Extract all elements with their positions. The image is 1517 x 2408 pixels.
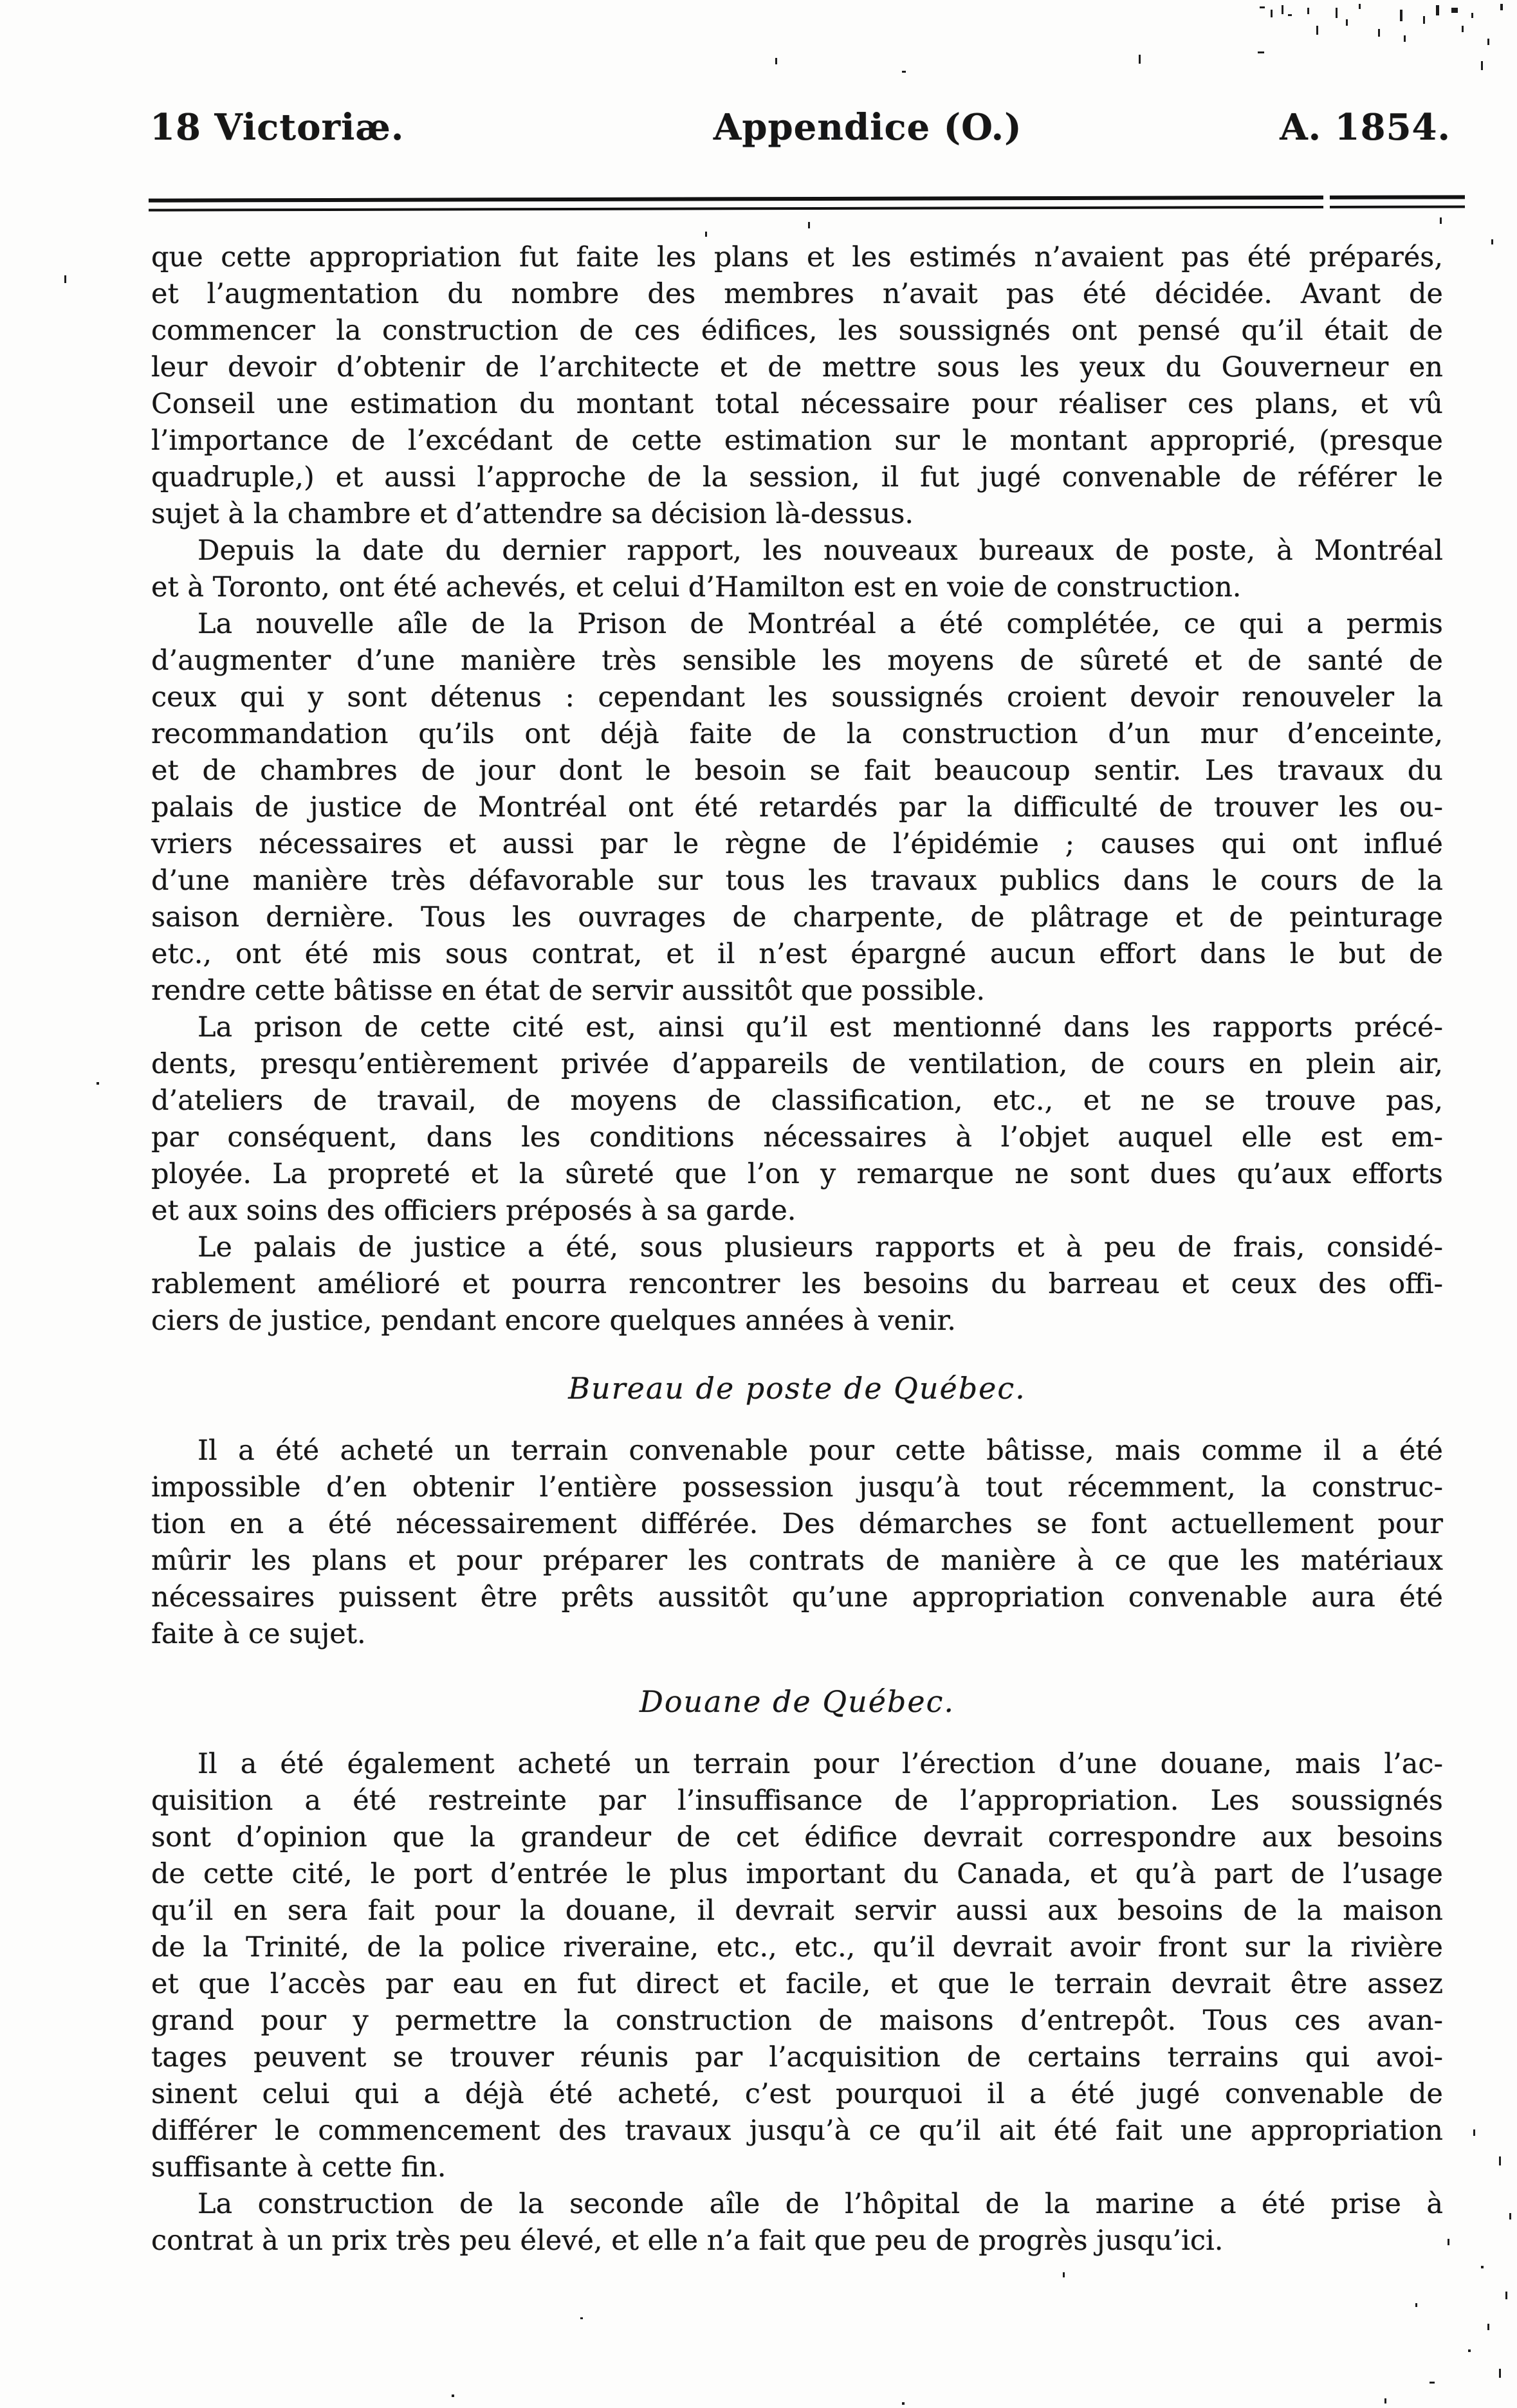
text-line: contrat à un prix très peu élevé, et elle n’a fait que peu de progrès jusqu’ici. — [151, 2225, 1224, 2257]
text-line: commencer la construction de ces édifices, les soussignés ont pensé qu’il était de — [151, 315, 1443, 347]
scan-speck — [1473, 2129, 1475, 2136]
scan-speck — [452, 2394, 454, 2397]
text-line: palais de justice de Montréal ont été retardés par la difficulté de trouver les ou- — [151, 791, 1443, 823]
scan-speck — [1481, 61, 1483, 70]
text-line: quisition a été restreinte par l’insuffisance de l’appropriation. Les soussignés — [151, 1785, 1443, 1817]
scan-speck — [1436, 5, 1439, 15]
scan-speck — [1448, 2239, 1449, 2245]
paragraph — [151, 1229, 1443, 1339]
text-line: etc., ont été mis sous contrat, et il n’est épargné aucun effort dans le but de — [151, 938, 1443, 970]
text-line: et de chambres de jour dont le besoin se fait beaucoup sentir. Les travaux du — [151, 755, 1443, 787]
text-line: Le palais de justice a été, sous plusieurs rapports et à peu de frais, considé- — [198, 1231, 1443, 1264]
section-heading: Bureau de poste de Québec. — [568, 1371, 1026, 1406]
scan-speck — [1500, 4, 1503, 10]
scan-speck — [1423, 16, 1425, 24]
text-line: sont d’opinion que la grandeur de cet édifice devrait correspondre aux besoins — [151, 1821, 1443, 1853]
scan-speck — [64, 275, 66, 283]
scan-speck — [1359, 4, 1361, 9]
header-year: A. 1854. — [1280, 106, 1451, 149]
text-line: ceux qui y sont détenus : cependant les soussignés croient devoir renouveler la — [151, 681, 1443, 713]
scan-speck — [775, 58, 777, 64]
scan-speck — [1505, 2292, 1507, 2299]
text-line: mûrir les plans et pour préparer les contrats de manière à ce que les matériaux — [151, 1545, 1443, 1577]
scan-speck — [1282, 5, 1283, 14]
text-line: tion en a été nécessairement différée. Des démarches se font actuellement pour — [151, 1508, 1443, 1540]
paragraph — [151, 606, 1443, 1009]
scan-speck — [1378, 29, 1380, 37]
text-line: et que l’accès par eau en fut direct et facile, et que le terrain devrait être assez — [151, 1968, 1443, 2000]
text-line: que cette appropriation fut faite les plans et les estimés n’avaient pas été préparés, — [151, 241, 1443, 273]
text-line: saison dernière. Tous les ouvrages de charpente, de plâtrage et de peinturage — [151, 901, 1443, 933]
scan-speck — [1499, 2369, 1501, 2378]
text-line: sujet à la chambre et d’attendre sa décision là-dessus. — [151, 498, 914, 530]
scan-speck — [1462, 26, 1464, 32]
paragraph — [151, 1009, 1443, 1229]
scan-speck — [1487, 2324, 1489, 2330]
header-divider-rule — [149, 195, 1465, 211]
scan-speck — [902, 71, 906, 73]
scan-speck — [1346, 19, 1348, 26]
text-line: recommandation qu’ils ont déjà faite de la construction d’un mur d’enceinte, — [151, 718, 1443, 750]
scan-speck — [1258, 51, 1264, 53]
scan-speck — [1491, 239, 1493, 244]
paragraph — [151, 2186, 1443, 2259]
text-line: La nouvelle aîle de la Prison de Montréal a été complétée, ce qui a permis — [198, 608, 1443, 640]
paragraph — [151, 533, 1443, 606]
paragraph — [151, 1746, 1443, 2186]
page-header — [150, 106, 1451, 149]
text-line: La prison de cette cité est, ainsi qu’il est mentionné dans les rapports précé- — [198, 1011, 1443, 1043]
paragraph — [151, 239, 1443, 533]
text-line: grand pour y permettre la construction de maisons d’entrepôt. Tous ces avan- — [151, 2005, 1443, 2037]
text-line: l’importance de l’excédant de cette estimation sur le montant approprié, (presque — [151, 425, 1443, 457]
scan-speck — [1260, 6, 1265, 8]
text-line: et l’augmentation du nombre des membres n’avait pas été décidée. Avant de — [151, 278, 1443, 310]
section-heading: Douane de Québec. — [639, 1684, 955, 1719]
scan-speck — [1336, 8, 1338, 18]
text-line: nécessaires puissent être prêts aussitôt qu’une appropriation convenable aura été — [151, 1581, 1443, 1613]
scan-speck — [97, 1082, 99, 1085]
scan-speck — [580, 2317, 583, 2319]
text-line: et aux soins des officiers préposés à sa garde. — [151, 1195, 796, 1227]
text-line: suffisante à cette fin. — [151, 2151, 446, 2183]
scan-speck — [1509, 2213, 1511, 2220]
header-regnal-year: 18 Victoriæ. — [150, 106, 405, 149]
scan-speck — [1499, 2156, 1501, 2165]
text-line: Depuis la date du dernier rapport, les nouveaux bureaux de poste, à Montréal — [198, 535, 1443, 567]
text-line: La construction de la seconde aîle de l’hôpital de la marine a été prise à — [198, 2188, 1443, 2220]
scan-speck — [1063, 2272, 1065, 2277]
text-line: qu’il en sera fait pour la douane, il devrait servir aussi aux besoins de la maison — [151, 1895, 1443, 1927]
scan-speck — [1139, 55, 1141, 64]
scan-speck — [902, 2402, 905, 2405]
scan-speck — [1400, 10, 1402, 21]
text-line: d’augmenter d’une manière très sensible les moyens de sûreté et de santé de — [151, 645, 1443, 677]
scan-speck — [1307, 8, 1309, 14]
text-line: d’ateliers de travail, de moyens de classification, etc., et ne se trouve pas, — [151, 1085, 1443, 1117]
text-line: leur devoir d’obtenir de l’architecte et de mettre sous les yeux du Gouverneur en — [151, 351, 1443, 383]
text-line: et à Toronto, ont été achevés, et celui d’Hamilton est en voie de construction. — [151, 571, 1242, 603]
text-line: d’une manière très défavorable sur tous les travaux publics dans le cours de la — [151, 865, 1443, 897]
scan-speck — [1404, 35, 1406, 42]
text-line: rendre cette bâtisse en état de servir aussitôt que possible. — [151, 975, 986, 1007]
text-line: Il a été également acheté un terrain pour l’érection d’une douane, mais l’ac- — [198, 1748, 1443, 1780]
scan-speck — [1487, 39, 1489, 45]
scan-speck — [1384, 2398, 1386, 2403]
text-line: vriers nécessaires et aussi par le règne de l’épidémie ; causes qui ont influé — [151, 828, 1443, 860]
header-appendix-title: Appendice (O.) — [713, 106, 1022, 149]
text-line: différer le commencement des travaux jusqu’à ce qu’il ait été fait une appropriation — [151, 2115, 1443, 2147]
text-line: ciers de justice, pendant encore quelques années à venir. — [151, 1305, 956, 1337]
text-line: Conseil une estimation du montant total nécessaire pour réaliser ces plans, et vû — [151, 388, 1443, 420]
scan-speck — [1451, 8, 1458, 13]
scan-speck — [1288, 14, 1292, 16]
text-line: quadruple,) et aussi l’approche de la session, il fut jugé convenable de référer le — [151, 461, 1443, 493]
scan-speck — [1471, 13, 1473, 18]
paragraph — [151, 1433, 1443, 1653]
text-line: faite à ce sujet. — [151, 1618, 366, 1650]
document-body — [151, 239, 1443, 2259]
scan-speck — [1468, 2349, 1471, 2352]
scan-speck — [1440, 217, 1442, 224]
text-line: Il a été acheté un terrain convenable pour cette bâtisse, mais comme il a été — [198, 1435, 1443, 1467]
text-line: par conséquent, dans les conditions nécessaires à l’objet auquel elle est em- — [151, 1121, 1443, 1153]
scan-speck — [1271, 10, 1273, 17]
text-line: sinent celui qui a déjà été acheté, c’est pourquoi il a été jugé convenable de — [151, 2078, 1443, 2110]
scan-speck — [705, 232, 707, 237]
scan-speck — [1430, 2382, 1435, 2384]
scan-speck — [1481, 2266, 1484, 2268]
text-line: rablement amélioré et pourra rencontrer les besoins du barreau et ceux des offi- — [151, 1268, 1443, 1300]
scan-speck — [808, 222, 810, 228]
scan-speck — [1316, 26, 1318, 35]
text-line: impossible d’en obtenir l’entière possession jusqu’à tout récemment, la construc- — [151, 1471, 1443, 1503]
text-line: de cette cité, le port d’entrée le plus important du Canada, et qu’à part de l’usage — [151, 1858, 1443, 1890]
text-line: de la Trinité, de la police riveraine, etc., etc., qu’il devrait avoir front sur la rivière — [151, 1931, 1443, 1963]
text-line: tages peuvent se trouver réunis par l’acquisition de certains terrains qui avoi- — [151, 2041, 1443, 2073]
scan-speck — [1415, 2303, 1417, 2307]
text-line: ployée. La propreté et la sûreté que l’on y remarque ne sont dues qu’aux efforts — [151, 1158, 1443, 1190]
text-line: dents, presqu’entièrement privée d’appareils de ventilation, de cours en plein air, — [151, 1048, 1443, 1080]
